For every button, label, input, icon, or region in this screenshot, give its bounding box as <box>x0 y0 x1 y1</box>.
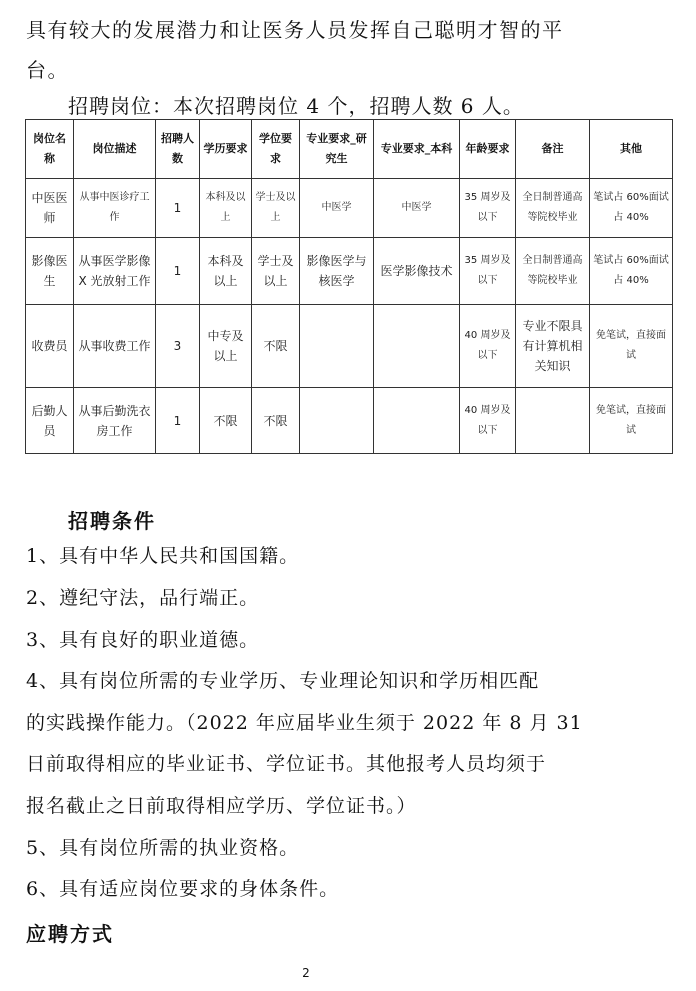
header-degree: 学位要求 <box>252 120 300 179</box>
cell-other: 笔试占 60%面试占 40% <box>590 179 673 238</box>
cell-major-bachelor <box>374 388 460 454</box>
cell-major-grad <box>300 388 374 454</box>
cell-major-bachelor: 中医学 <box>374 179 460 238</box>
cell-age: 40 周岁及以下 <box>460 388 516 454</box>
header-major-grad: 专业要求_研究生 <box>300 120 374 179</box>
condition-item-4-line-1: 4、具有岗位所需的专业学历、专业理论知识和学历相匹配 <box>26 670 540 692</box>
table-row <box>26 388 673 454</box>
condition-item-2: 2、遵纪守法，品行端正。 <box>26 587 260 609</box>
table-row <box>26 305 673 388</box>
cell-count: 1 <box>156 179 200 238</box>
cell-major-grad: 中医学 <box>300 179 374 238</box>
cell-name: 后勤人员 <box>26 388 74 454</box>
cell-desc: 从事收费工作 <box>74 305 156 388</box>
condition-item-4-line-2: 的实践操作能力。（2022 年应届毕业生须于 2022 年 8 月 31 <box>26 712 583 734</box>
cell-degree: 学士及以上 <box>252 238 300 305</box>
condition-item-5: 5、具有岗位所需的执业资格。 <box>26 837 300 859</box>
cell-count: 1 <box>156 238 200 305</box>
cell-major-bachelor: 医学影像技术 <box>374 238 460 305</box>
condition-item-3: 3、具有良好的职业道德。 <box>26 629 260 651</box>
header-education: 学历要求 <box>200 120 252 179</box>
cell-note <box>516 388 590 454</box>
cell-degree: 不限 <box>252 305 300 388</box>
positions-table <box>25 119 673 454</box>
header-position-desc: 岗位描述 <box>74 120 156 179</box>
cell-degree: 不限 <box>252 388 300 454</box>
cell-name: 收费员 <box>26 305 74 388</box>
conditions-title: 招聘条件 <box>68 509 156 533</box>
cell-desc: 从事中医诊疗工作 <box>74 179 156 238</box>
condition-item-1: 1、具有中华人民共和国国籍。 <box>26 545 300 567</box>
header-age: 年龄要求 <box>460 120 516 179</box>
header-note: 备注 <box>516 120 590 179</box>
table-row <box>26 238 673 305</box>
cell-count: 1 <box>156 388 200 454</box>
cell-major-grad: 影像医学与核医学 <box>300 238 374 305</box>
page-number: 2 <box>302 966 310 980</box>
cell-major-grad <box>300 305 374 388</box>
table-header-row <box>26 120 673 179</box>
cell-note: 全日制普通高等院校毕业 <box>516 179 590 238</box>
cell-other: 免笔试，直接面试 <box>590 388 673 454</box>
cell-name: 影像医生 <box>26 238 74 305</box>
cell-other: 免笔试，直接面试 <box>590 305 673 388</box>
cell-education: 本科及以上 <box>200 238 252 305</box>
header-position-name: 岗位名称 <box>26 120 74 179</box>
cell-name: 中医医师 <box>26 179 74 238</box>
cell-education: 不限 <box>200 388 252 454</box>
cell-count: 3 <box>156 305 200 388</box>
recruitment-summary: 招聘岗位：本次招聘岗位 4 个，招聘人数 6 人。 <box>68 94 524 118</box>
condition-item-4-line-4: 报名截止之日前取得相应学历、学位证书。） <box>26 795 417 817</box>
cell-major-bachelor <box>374 305 460 388</box>
cell-other: 笔试占 60%面试占 40% <box>590 238 673 305</box>
condition-item-4-line-3: 日前取得相应的毕业证书、学位证书。其他报考人员均须于 <box>26 753 547 775</box>
cell-note: 专业不限具有计算机相关知识 <box>516 305 590 388</box>
cell-age: 35 周岁及以下 <box>460 179 516 238</box>
cell-age: 35 周岁及以下 <box>460 238 516 305</box>
cell-education: 中专及以上 <box>200 305 252 388</box>
cell-education: 本科及以上 <box>200 179 252 238</box>
intro-line-1: 具有较大的发展潜力和让医务人员发挥自己聪明才智的平 <box>26 18 564 42</box>
cell-age: 40 周岁及以下 <box>460 305 516 388</box>
intro-line-2: 台。 <box>26 58 69 82</box>
condition-item-6: 6、具有适应岗位要求的身体条件。 <box>26 878 340 900</box>
cell-desc: 从事后勤洗衣房工作 <box>74 388 156 454</box>
cell-degree: 学士及以上 <box>252 179 300 238</box>
header-other: 其他 <box>590 120 673 179</box>
header-count: 招聘人数 <box>156 120 200 179</box>
application-title: 应聘方式 <box>26 922 114 946</box>
cell-desc: 从事医学影像 X 光放射工作 <box>74 238 156 305</box>
cell-note: 全日制普通高等院校毕业 <box>516 238 590 305</box>
header-major-bachelor: 专业要求_本科 <box>374 120 460 179</box>
table-row <box>26 179 673 238</box>
